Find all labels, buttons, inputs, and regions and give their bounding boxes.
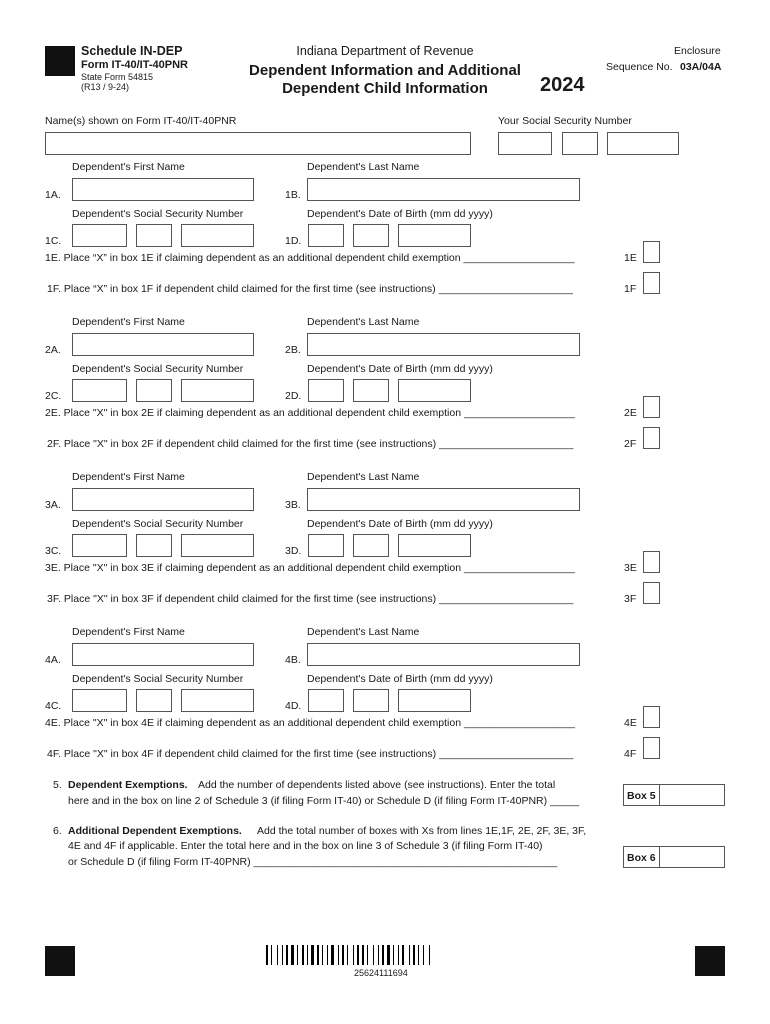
dependent-1-line-f-checkbox[interactable] [643,272,660,294]
names-label: Name(s) shown on Form IT-40/IT-40PNR [45,115,237,127]
dependent-3-dob-day-field[interactable] [353,534,389,557]
taxpayer-ssn-part2-field[interactable] [562,132,598,155]
dependent-3-ssn-label: Dependent's Social Security Number [72,518,244,530]
dependent-1-first-name-label: Dependent's First Name [72,161,185,173]
dependent-4-ssn-part2-field[interactable] [136,689,172,712]
taxpayer-ssn-label: Your Social Security Number [498,115,632,127]
dependent-3-first-name-field[interactable] [72,488,254,511]
dependent-1-line-a: 1A. [45,189,61,201]
barcode-bar [409,945,410,965]
barcode-bar [277,945,278,965]
barcode-bar [322,945,323,965]
dependent-4-line-f-checkbox[interactable] [643,737,660,759]
dependent-4-first-name-label: Dependent's First Name [72,626,185,638]
barcode-bar [369,945,372,965]
barcode-bar [273,945,276,965]
dependent-2-ssn-part1-field[interactable] [72,379,127,402]
barcode-bar [286,945,288,965]
barcode-bar [378,945,379,965]
dependent-3-first-name-label: Dependent's First Name [72,471,185,483]
dependent-3-last-name-field[interactable] [307,488,580,511]
dependent-1-dob-day-field[interactable] [353,224,389,247]
dependent-1-ssn-part2-field[interactable] [136,224,172,247]
barcode-bar [269,945,270,965]
barcode-number: 25624111694 [354,968,408,978]
dependent-3-line-e-checkbox[interactable] [643,551,660,573]
barcode-bar [295,945,296,965]
dependent-2-line-b: 2B. [285,344,301,356]
registration-mark-bottom-left [45,946,75,976]
line5-text1: Add the number of dependents listed above (see instructions). Enter the total [198,779,556,791]
barcode-bar [429,945,430,965]
dependent-4-last-name-field[interactable] [307,643,580,666]
dependent-4-dob-month-field[interactable] [308,689,344,712]
box6-label: Box 6 [627,852,656,864]
schedule-title: Schedule IN-DEP [81,44,183,58]
sequence-label: Sequence No. [606,61,673,73]
line5-heading: Dependent Exemptions. [68,779,188,791]
dependent-2-line-e-text: 2E. Place "X" in box 2E if claiming dependent as an additional dependent child exemption ___________________ [45,407,575,419]
barcode-bar [327,945,328,965]
barcode-bar [355,945,356,965]
dependent-1-last-name-label: Dependent's Last Name [307,161,420,173]
dependent-1-dob-label: Dependent's Date of Birth (mm dd yyyy) [307,208,493,220]
barcode-bar [317,945,319,965]
box5-label-cell [623,784,660,806]
sequence-value: 03A/04A [680,61,722,73]
revision-date: (R13 / 9-24) [81,82,130,92]
barcode-bar [367,945,368,965]
line6-text2: 4E and 4F if applicable. Enter the total here and in the box on line 3 of Schedule 3 (if filing Form IT-40) [68,840,543,852]
dependent-1-line-b: 1B. [285,189,301,201]
barcode-bar [380,945,381,965]
dependent-3-line-b: 3B. [285,499,301,511]
dependent-3-ssn-part1-field[interactable] [72,534,127,557]
form-title-line1: Dependent Information and Additional [249,62,521,79]
dependent-4-line-a: 4A. [45,654,61,666]
line6-text1: Add the total number of boxes with Xs from lines 1E,1F, 2E, 2F, 3E, 3F, [257,825,587,837]
barcode-bar [279,945,281,965]
dependent-4-line-e-checkbox[interactable] [643,706,660,728]
enclosure-label: Enclosure [674,45,721,57]
dependent-4-dob-label: Dependent's Date of Birth (mm dd yyyy) [307,673,493,685]
barcode-bar [282,945,283,965]
dependent-4-line-f-box-label: 4F [624,748,637,760]
dependent-1-line-f-box-label: 1F [624,283,637,295]
barcode-bar [418,945,419,965]
dependent-4-line-f-text: 4F. Place "X" in box 4F if dependent child claimed for the first time (see instructions) _______________________ [47,748,574,760]
dependent-4-line-c: 4C. [45,700,62,712]
barcode-bar [402,945,404,965]
barcode-bar [431,945,432,965]
barcode-bar [373,945,374,965]
box5-label: Box 5 [627,790,656,802]
box6-label-cell [623,846,660,868]
registration-mark-top-left [45,46,75,76]
dependent-4-ssn-part3-field[interactable] [181,689,254,712]
barcode-bar [395,945,397,965]
dependent-1-line-e-text: 1E. Place “X” in box 1E if claiming dependent as an additional dependent child exemption ___________________ [45,252,575,264]
dependent-4-last-name-label: Dependent's Last Name [307,626,420,638]
dependent-2-ssn-label: Dependent's Social Security Number [72,363,244,375]
barcode-bar [347,945,348,965]
barcode-bar [331,945,334,965]
dependent-1-ssn-part1-field[interactable] [72,224,127,247]
dependent-2-dob-day-field[interactable] [353,379,389,402]
dependent-3-dob-month-field[interactable] [308,534,344,557]
dependent-2-last-name-label: Dependent's Last Name [307,316,420,328]
dependent-1-dob-year-field[interactable] [398,224,471,247]
dependent-3-ssn-part2-field[interactable] [136,534,172,557]
barcode-bar [324,945,326,965]
dependent-2-first-name-field[interactable] [72,333,254,356]
barcode-bar [360,945,361,965]
dependent-1-dob-month-field[interactable] [308,224,344,247]
barcode-bar [393,945,394,965]
box5-field[interactable] [659,784,725,806]
dependent-2-ssn-part3-field[interactable] [181,379,254,402]
agency-name: Indiana Department of Revenue [296,44,474,58]
dependent-1-last-name-field[interactable] [307,178,580,201]
dependent-4-line-d: 4D. [285,700,302,712]
dependent-3-line-e-text: 3E. Place "X" in box 3E if claiming dependent as an additional dependent child exemption ___________________ [45,562,575,574]
barcode-bar [291,945,294,965]
barcode-bar [400,945,401,965]
taxpayer-ssn-part3-field[interactable] [607,132,679,155]
box6-field[interactable] [659,846,725,868]
barcode-bar [362,945,364,965]
barcode-bar [309,945,310,965]
barcode-bar [340,945,341,965]
dependent-1-line-f-text: 1F. Place “X” in box 1F if dependent child claimed for the first time (see instructions) _______________________ [47,283,573,295]
barcode-bar [311,945,314,965]
barcode-bar [297,945,298,965]
barcode-bar [405,945,408,965]
dependent-2-first-name-label: Dependent's First Name [72,316,185,328]
barcode-bar [329,945,330,965]
dependent-4-line-b: 4B. [285,654,301,666]
dependent-4-ssn-label: Dependent's Social Security Number [72,673,244,685]
dependent-1-line-e-box-label: 1E [624,252,637,264]
barcode-bar [284,945,285,965]
barcode-bar [349,945,352,965]
line6-text3: or Schedule D (if filing Form IT-40PNR) ____________________________________________________ [68,856,558,868]
taxpayer-ssn-part1-field[interactable] [498,132,552,155]
barcode-bar [320,945,321,965]
dependent-1-line-d: 1D. [285,235,302,247]
dependent-2-ssn-part2-field[interactable] [136,379,172,402]
barcode-bar [289,945,290,965]
dependent-3-line-f-box-label: 3F [624,593,637,605]
barcode-bar [357,945,359,965]
line6-heading: Additional Dependent Exemptions. [68,825,242,837]
dependent-3-dob-label: Dependent's Date of Birth (mm dd yyyy) [307,518,493,530]
dependent-3-line-f-text: 3F. Place "X" in box 3F if dependent child claimed for the first time (see instructions) _______________________ [47,593,574,605]
barcode-bar [413,945,415,965]
tax-year: 2024 [540,74,585,96]
barcode-bar [385,945,386,965]
dependent-4-dob-year-field[interactable] [398,689,471,712]
form-title-line2: Dependent Child Information [282,80,488,97]
barcode-bar [391,945,392,965]
barcode-bar [335,945,337,965]
barcode-bar [302,945,304,965]
barcode-bar [411,945,412,965]
dependent-3-line-f-checkbox[interactable] [643,582,660,604]
dependent-4-line-e-text: 4E. Place "X" in box 4E if claiming dependent as an additional dependent child exemption ___________________ [45,717,575,729]
dependent-3-last-name-label: Dependent's Last Name [307,471,420,483]
barcode-bar [375,945,377,965]
form-name: Form IT-40/IT-40PNR [81,59,188,71]
barcode-bar [345,945,346,965]
line5-number: 5. [53,779,62,791]
dependent-2-line-f-checkbox[interactable] [643,427,660,449]
dependent-2-line-a: 2A. [45,344,61,356]
dependent-2-last-name-field[interactable] [307,333,580,356]
dependent-4-line-e-box-label: 4E [624,717,637,729]
dependent-3-line-a: 3A. [45,499,61,511]
dependent-3-line-c: 3C. [45,545,62,557]
barcode-bar [423,945,424,965]
barcode-bar [315,945,316,965]
dependent-3-line-d: 3D. [285,545,302,557]
barcode [266,945,433,965]
barcode-bar [387,945,390,965]
dependent-2-line-f-text: 2F. Place "X" in box 2F if dependent child claimed for the first time (see instructions) _______________________ [47,438,574,450]
taxpayer-names-field[interactable] [45,132,471,155]
dependent-1-ssn-label: Dependent's Social Security Number [72,208,244,220]
state-form-number: State Form 54815 [81,72,154,82]
barcode-bar [271,945,272,965]
barcode-bar [305,945,306,965]
line5-text2: here and in the box on line 2 of Schedule 3 (if filing Form IT-40) or Schedule D (if filing Form IT-40PNR) _____ [68,795,580,807]
dependent-2-dob-year-field[interactable] [398,379,471,402]
dependent-2-line-e-checkbox[interactable] [643,396,660,418]
dependent-1-ssn-part3-field[interactable] [181,224,254,247]
line6-number: 6. [53,825,62,837]
dependent-3-ssn-part3-field[interactable] [181,534,254,557]
dependent-1-first-name-field[interactable] [72,178,254,201]
dependent-2-line-f-box-label: 2F [624,438,637,450]
barcode-bar [307,945,308,965]
dependent-4-dob-day-field[interactable] [353,689,389,712]
barcode-bar [365,945,366,965]
dependent-2-line-c: 2C. [45,390,62,402]
barcode-bar [420,945,422,965]
barcode-bar [425,945,428,965]
dependent-2-dob-month-field[interactable] [308,379,344,402]
dependent-1-line-c: 1C. [45,235,62,247]
dependent-2-dob-label: Dependent's Date of Birth (mm dd yyyy) [307,363,493,375]
barcode-bar [338,945,339,965]
dependent-1-line-e-checkbox[interactable] [643,241,660,263]
barcode-bar [398,945,399,965]
dependent-2-line-e-box-label: 2E [624,407,637,419]
barcode-bar [266,945,268,965]
barcode-bar [382,945,384,965]
registration-mark-bottom-right [695,946,725,976]
dependent-2-line-d: 2D. [285,390,302,402]
barcode-bar [353,945,354,965]
dependent-3-line-e-box-label: 3E [624,562,637,574]
dependent-4-ssn-part1-field[interactable] [72,689,127,712]
barcode-bar [342,945,344,965]
barcode-bar [299,945,301,965]
dependent-3-dob-year-field[interactable] [398,534,471,557]
dependent-4-first-name-field[interactable] [72,643,254,666]
barcode-bar [416,945,417,965]
